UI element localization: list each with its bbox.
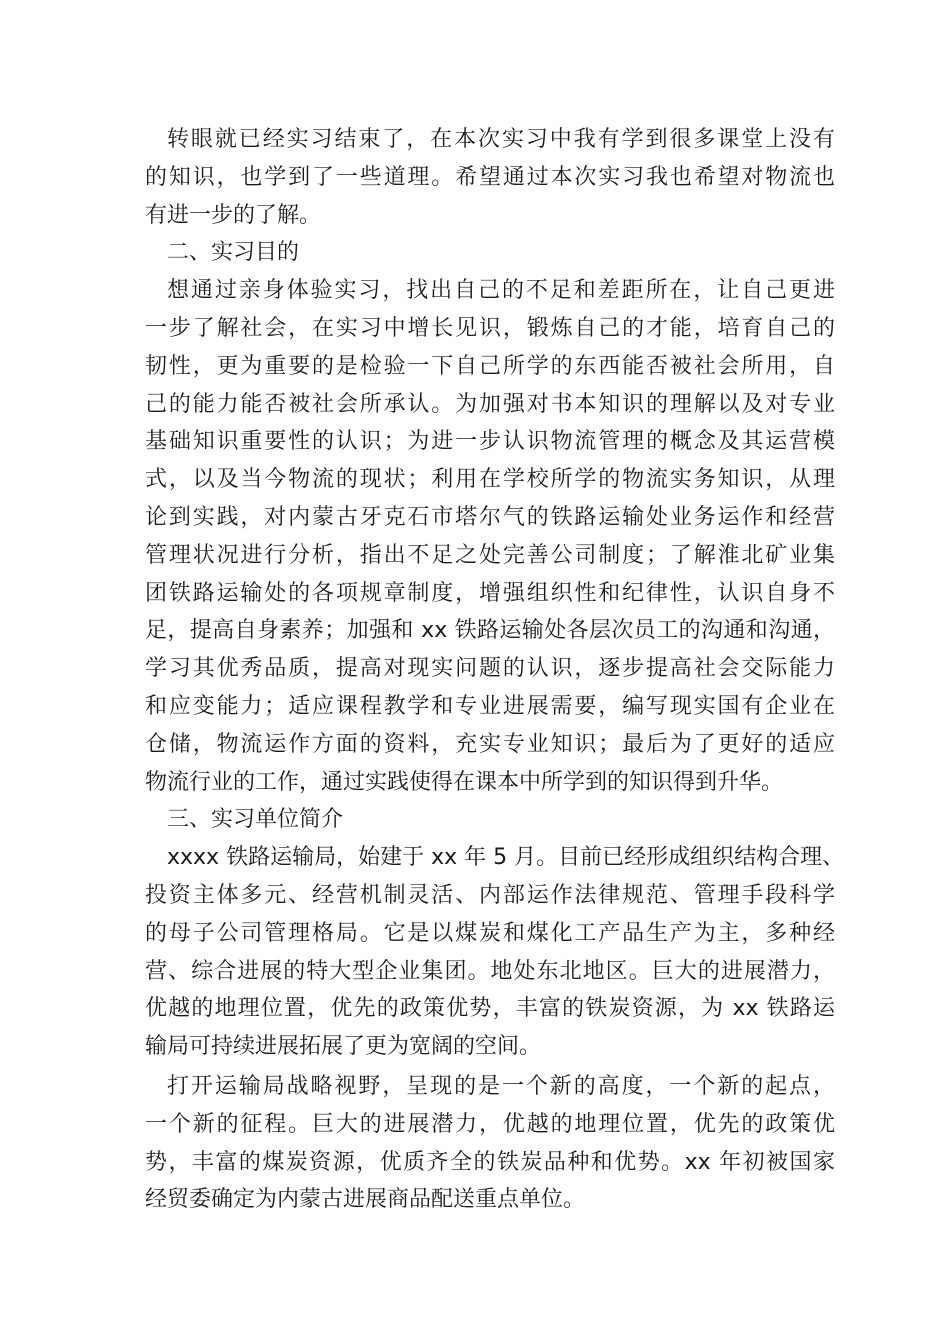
section-heading-purpose: 二、实习目的 bbox=[167, 240, 300, 266]
company-paragraph-1 bbox=[145, 839, 845, 1066]
company-paragraph-2 bbox=[145, 1068, 835, 1219]
section-heading-company: 三、实习单位简介 bbox=[167, 807, 344, 833]
text-line: 营、综合进展的特大型企业集团。地处东北地区。巨大的进展潜力， bbox=[145, 958, 835, 984]
text-line: 基础知识重要性的认识；为进一步认识物流管理的概念及其运营模 bbox=[145, 429, 835, 455]
text-line: 管理状况进行分析，指出不足之处完善公司制度；了解淮北矿业集 bbox=[145, 542, 835, 568]
text-line: 学习其优秀品质，提高对现实问题的认识，逐步提高社会交际能力 bbox=[145, 656, 835, 682]
text-line: 团铁路运输处的各项规章制度，增强组织性和纪律性，认识自身不 bbox=[145, 580, 835, 606]
text-line: 的知识，也学到了一些道理。希望通过本次实习我也希望对物流也 bbox=[145, 164, 835, 190]
text-line: 的母子公司管理格局。它是以煤炭和煤化工产品生产为主，多种经 bbox=[145, 920, 835, 946]
text-line: 一个新的征程。巨大的进展潜力，优越的地理位置，优先的政策优 bbox=[145, 1111, 835, 1137]
text-line: 转眼就已经实习结束了，在本次实习中我有学到很多课堂上没有 bbox=[167, 127, 835, 152]
text-line: xxxx 铁路运输局，始建于 xx 年 5 月。目前已经形成组织结构合理、 bbox=[167, 845, 845, 871]
text-line: 论到实践，对内蒙古牙克石市塔尔气的铁路运输处业务运作和经营 bbox=[145, 504, 835, 530]
text-line: 有进一步的了解。 bbox=[145, 202, 322, 228]
text-line: 足，提高自身素养；加强和 xx 铁路运输处各层次员工的沟通和沟通， bbox=[145, 618, 835, 644]
text-line: 经贸委确定为内蒙古进展商品配送重点单位。 bbox=[145, 1187, 586, 1213]
text-line: 和应变能力；适应课程教学和专业进展需要，编写现实国有企业在 bbox=[145, 693, 835, 719]
text-line: 想通过亲身体验实习，找出自己的不足和差距所在，让自己更进 bbox=[167, 278, 835, 304]
text-line: 势，丰富的煤炭资源，优质齐全的铁炭品种和优势。xx 年初被国家 bbox=[145, 1149, 835, 1175]
text-line: 己的能力能否被社会所承认。为加强对书本知识的理解以及对专业 bbox=[145, 391, 835, 417]
intro-paragraph bbox=[145, 121, 835, 234]
document-body bbox=[145, 121, 845, 1219]
text-line: 韧性，更为重要的是检验一下自己所学的东西能否被社会所用，自 bbox=[145, 353, 835, 379]
text-line: 物流行业的工作，通过实践使得在课本中所学到的知识得到升华。 bbox=[145, 769, 784, 795]
text-line: 输局可持续进展拓展了更为宽阔的空间。 bbox=[145, 1034, 542, 1060]
text-line: 投资主体多元、经营机制灵活、内部运作法律规范、管理手段科学 bbox=[145, 882, 835, 908]
text-line: 仓储，物流运作方面的资料，充实专业知识；最后为了更好的适应 bbox=[145, 731, 835, 757]
text-line: 打开运输局战略视野，呈现的是一个新的高度，一个新的起点， bbox=[167, 1073, 835, 1099]
text-line: 优越的地理位置，优先的政策优势，丰富的铁炭资源，为 xx 铁路运 bbox=[145, 996, 835, 1022]
purpose-paragraph bbox=[145, 272, 835, 801]
text-line: 式，以及当今物流的现状；利用在学校所学的物流实务知识，从理 bbox=[145, 467, 835, 493]
text-line: 一步了解社会，在实习中增长见识，锻炼自己的才能，培育自己的 bbox=[145, 315, 835, 341]
